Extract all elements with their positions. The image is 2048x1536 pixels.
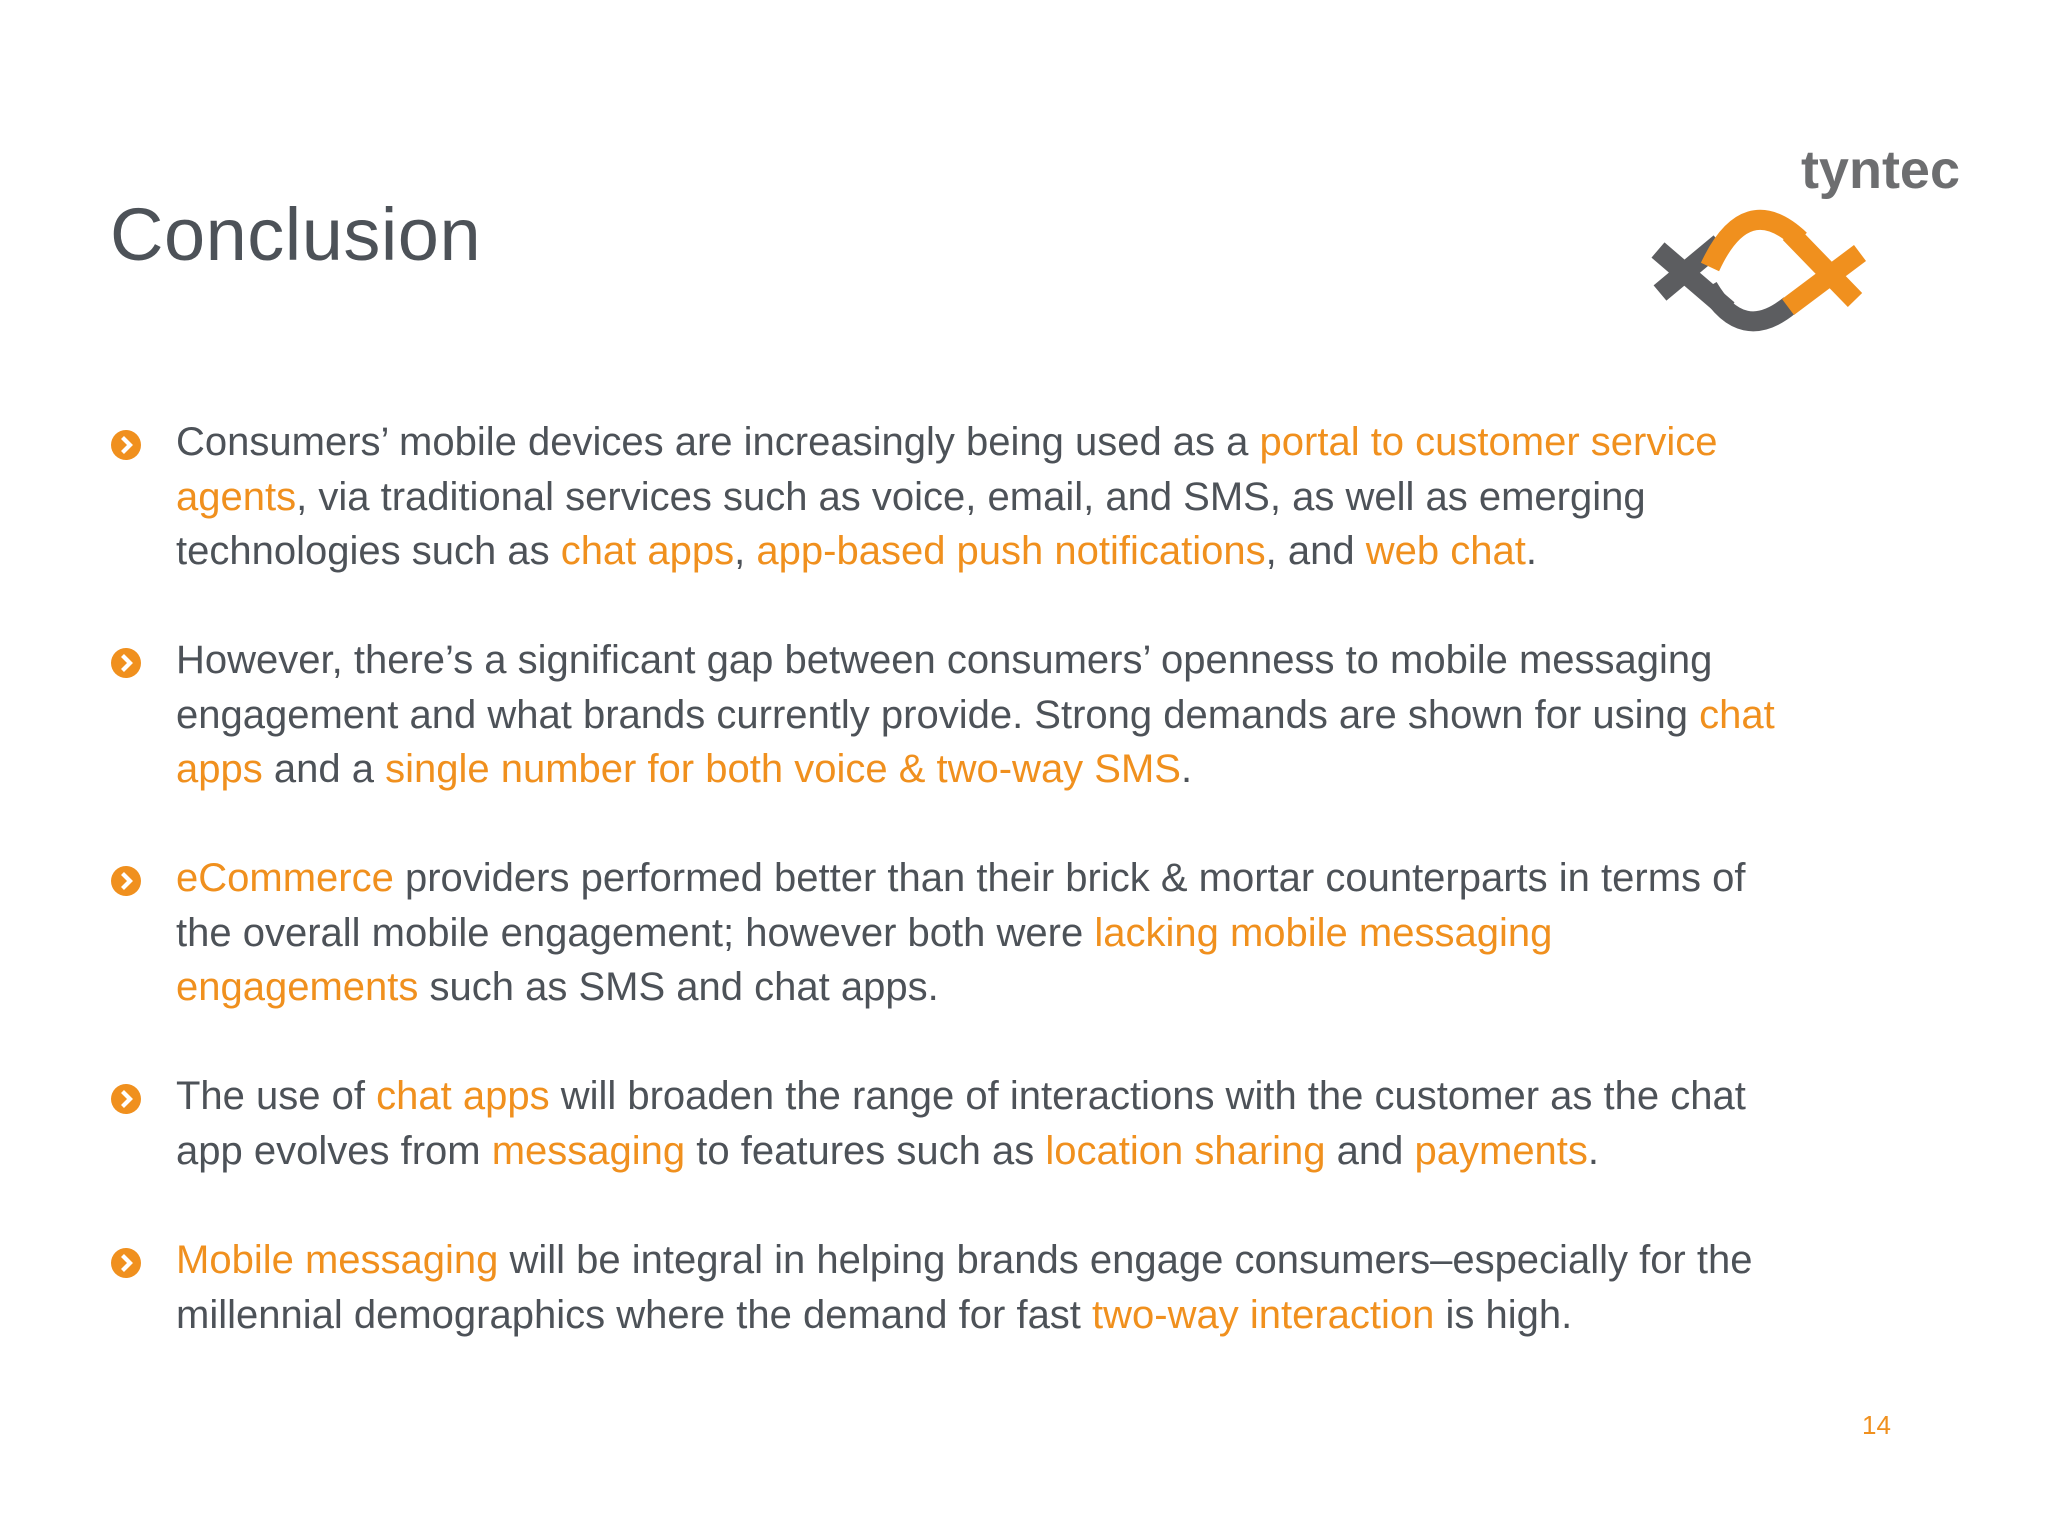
highlighted-text: chat apps [176, 692, 1775, 791]
body-text: . [1180, 747, 1193, 791]
body-text: such as SMS and chat apps. [418, 965, 939, 1009]
body-text: and [1325, 1128, 1415, 1173]
bullet-text [176, 1233, 1776, 1342]
bullet-text [176, 851, 1776, 1015]
highlighted-text: app-based push notifications [756, 529, 1266, 573]
page-number: 14 [1862, 1410, 1891, 1440]
highlighted-text: messaging [491, 1128, 686, 1173]
highlighted-text: location sharing [1045, 1128, 1326, 1173]
body-text: to features such as [685, 1128, 1046, 1173]
body-text: However, there’s a significant gap between consumers’ openness to mobile messaging engagement and what brands currently provide. Strong demands are shown for using [176, 638, 1713, 737]
body-text: providers performed better than their brick & mortar counterparts in terms of the overall mobile engagement; however both were [176, 856, 1746, 955]
highlighted-text: payments [1414, 1128, 1588, 1173]
highlighted-text: web chat [1365, 529, 1526, 573]
highlighted-text: single number for both voice & two-way SMS [385, 747, 1181, 791]
body-text: . [1525, 529, 1537, 573]
body-text: The use of [176, 1074, 377, 1118]
highlighted-text: eCommerce [176, 856, 394, 900]
logo-wordmark: tyntec [1800, 140, 1960, 200]
body-text: is high. [1434, 1292, 1573, 1337]
body-text: will be integral in helping brands engage consumers–especially for the millennial demographics where the demand for fast [176, 1238, 1753, 1337]
chevron-right-icon [110, 1247, 142, 1279]
highlighted-text: two-way interaction [1092, 1292, 1435, 1337]
chevron-right-icon [110, 865, 142, 897]
body-text: will broaden the range of interactions with the customer as the chat app evolves from [176, 1074, 1746, 1173]
highlighted-text: chat apps [376, 1074, 550, 1118]
highlighted-text: lacking mobile messaging engagements [176, 910, 1553, 1009]
body-text: , [734, 529, 757, 573]
bullet-text [176, 633, 1776, 797]
chevron-right-icon [110, 429, 142, 461]
body-text: Consumers’ mobile devices are increasingly being used as a [176, 420, 1260, 464]
body-text: and a [262, 747, 386, 791]
body-text: , via traditional services such as voice, email, and SMS, as well as emerging technologies such as [176, 474, 1646, 573]
tyntec-logo [1650, 140, 1960, 350]
highlighted-text: chat apps [560, 529, 735, 573]
highlighted-text: Mobile messaging [176, 1238, 499, 1282]
bullet-text [176, 415, 1776, 579]
logo-mark-icon [1650, 195, 1880, 345]
chevron-right-icon [110, 647, 142, 679]
chevron-right-icon [110, 1083, 142, 1115]
highlighted-text: portal to customer service agents [176, 420, 1718, 519]
body-text: , and [1265, 529, 1366, 573]
body-text: . [1587, 1128, 1600, 1173]
slide-title: Conclusion [110, 193, 482, 276]
bullet-text [176, 1069, 1776, 1178]
